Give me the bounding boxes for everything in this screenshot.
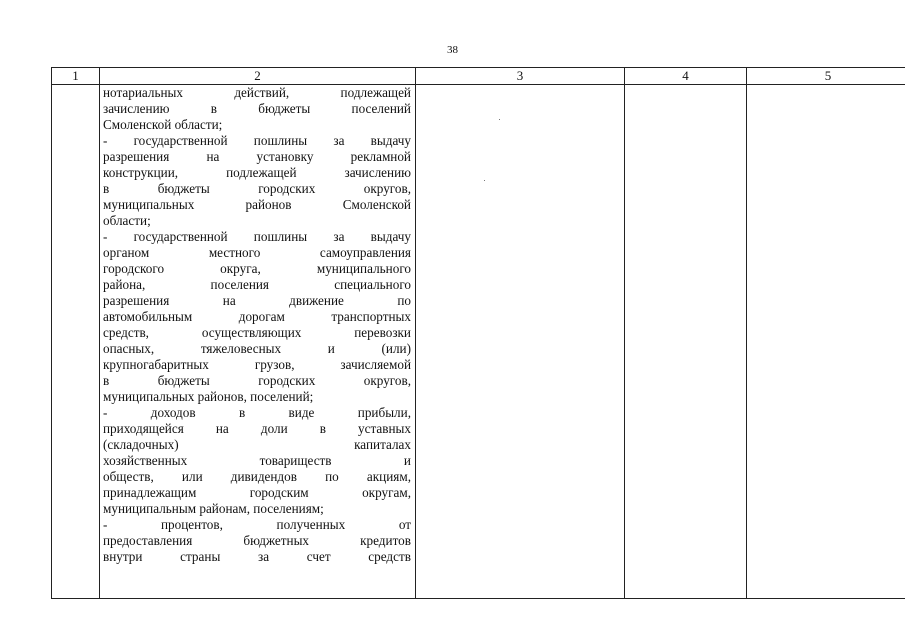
text-line: хозяйственных товариществ и: [103, 453, 411, 468]
data-table: [51, 67, 905, 599]
text-line: конструкции, подлежащей зачислению: [103, 165, 411, 180]
text-line: - государственной пошлины за выдачу: [103, 229, 411, 244]
text-line: принадлежащим городским округам,: [103, 485, 411, 500]
text-line: - доходов в виде прибыли,: [103, 405, 411, 420]
text-line: обществ, или дивидендов по акциям,: [103, 469, 411, 484]
text-line: (складочных) капиталах: [103, 437, 411, 452]
cell-column-5: [747, 85, 905, 599]
text-line: опасных, тяжеловесных и (или): [103, 341, 411, 356]
text-line: предоставления бюджетных кредитов: [103, 533, 411, 548]
column-header-5: 5: [747, 68, 905, 85]
text-line: средств, осуществляющих перевозки: [103, 325, 411, 340]
cell-column-1: [52, 85, 100, 599]
text-line: нотариальных действий, подлежащей: [103, 85, 411, 100]
text-line: области;: [103, 213, 151, 228]
header-row: [52, 68, 905, 85]
table-row: [52, 85, 905, 599]
scan-speck: [499, 119, 500, 120]
text-line: приходящейся на доли в уставных: [103, 421, 411, 436]
text-line: муниципальных районов, поселений;: [103, 389, 314, 404]
column-header-2: 2: [100, 68, 416, 85]
text-line: муниципальным районам, поселениям;: [103, 501, 324, 516]
text-line: зачислению в бюджеты поселений: [103, 101, 411, 116]
text-line: - государственной пошлины за выдачу: [103, 133, 411, 148]
scan-speck: [484, 180, 485, 181]
text-line: - процентов, полученных от: [103, 517, 411, 532]
cell-column-4: [625, 85, 747, 599]
cell-column-2: [100, 85, 416, 599]
text-line: разрешения на установку рекламной: [103, 149, 411, 164]
text-line: органом местного самоуправления: [103, 245, 411, 260]
text-line: городского округа, муниципального: [103, 261, 411, 276]
page-number: 38: [447, 44, 458, 56]
text-line: внутри страны за счет средств: [103, 549, 411, 564]
text-line: крупногабаритных грузов, зачисляемой: [103, 357, 411, 372]
column-header-4: 4: [625, 68, 747, 85]
text-line: автомобильным дорогам транспортных: [103, 309, 411, 324]
column-2-text: [103, 85, 411, 565]
column-header-1: 1: [52, 68, 100, 85]
text-line: разрешения на движение по: [103, 293, 411, 308]
text-line: муниципальных районов Смоленской: [103, 197, 411, 212]
text-line: в бюджеты городских округов,: [103, 181, 411, 196]
column-header-3: 3: [416, 68, 625, 85]
text-line: района, поселения специального: [103, 277, 411, 292]
text-line: Смоленской области;: [103, 117, 223, 132]
text-line: в бюджеты городских округов,: [103, 373, 411, 388]
cell-column-3: [416, 85, 625, 599]
